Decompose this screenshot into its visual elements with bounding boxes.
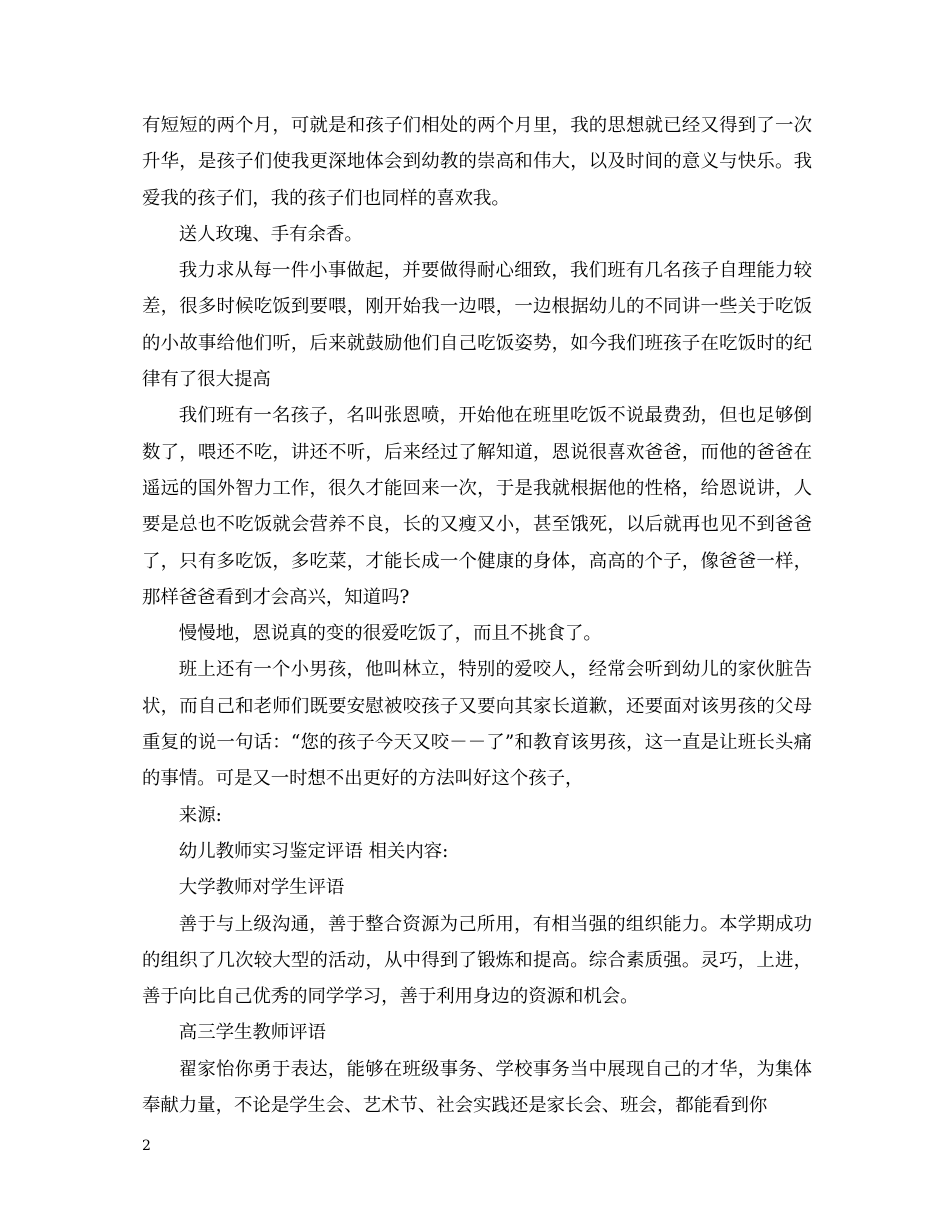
paragraph-senior-comment: 翟家怡你勇于表达，能够在班级事务、学校事务当中展现自己的才华，为集体奉献力量，不论是学生会、艺术节、社会实践还是家长会、班会，都能看到你 — [142, 1058, 812, 1117]
paragraph-biting-boy: 班上还有一个小男孩，他叫林立，特别的爱咬人，经常会听到幼儿的家伙脏告状，而自己和老师们既要安慰被咬孩子又要向其家长道歉，还要面对该男孩的父母重复的说一句话：“您的孩子今天又咬－－了”和教育该男孩，这一直是让班长头痛的事情。可是又一时想不出更好的方法叫好这个孩子， — [142, 659, 812, 790]
paragraph-feeding: 我力求从每一件小事做起，并要做得耐心细致，我们班有几名孩子自理能力较差，很多时候吃饭到要喂，刚开始我一边喂，一边根据幼儿的不同讲一些关于吃饭的小故事给他们听，后来就鼓励他们自己吃饭姿势，如今我们班孩子在吃饭时的纪律有了很大提高 — [142, 260, 812, 391]
paragraph-university-comment: 善于与上级沟通，善于整合资源为己所用，有相当强的组织能力。本学期成功的组织了几次较大型的活动，从中得到了锻炼和提高。综合素质强。灵巧，上进，善于向比自己优秀的同学学习，善于利用身边的资源和机会。 — [142, 913, 812, 1008]
document-body — [142, 108, 812, 1124]
heading-university-comments: 大学教师对学生评语 — [178, 877, 345, 899]
paragraph-child-story: 我们班有一名孩子，名叫张恩喷，开始他在班里吃饭不说最费劲，但也足够倒数了，喂还不吃，讲还不听，后来经过了解知道，恩说很喜欢爸爸，而他的爸爸在遥远的国外智力工作，很久才能回来一次，于是我就根据他的性格，给恩说讲，人要是总也不吃饭就会营养不良，长的又瘦又小，甚至饿死，以后就再也见不到爸爸了，只有多吃饭，多吃菜，才能长成一个健康的身体，高高的个子，像爸爸一样，那样爸爸看到才会高兴，知道吗? — [142, 405, 812, 608]
paragraph-source: 来源: — [178, 804, 222, 826]
paragraph-roses: 送人玫瑰、手有余香。 — [178, 223, 363, 245]
paragraph-eating-better: 慢慢地，恩说真的变的很爱吃饭了，而且不挑食了。 — [178, 623, 602, 645]
paragraph-continuation: 有短短的两个月，可就是和孩子们相处的两个月里，我的思想就已经又得到了一次升华，是孩子们使我更深地体会到幼教的崇高和伟大，以及时间的意义与快乐。我爱我的孩子们，我的孩子们也同样的喜欢我。 — [142, 115, 812, 209]
paragraph-related-content: 幼儿教师实习鉴定评语 相关内容: — [178, 840, 449, 862]
page-number: 2 — [142, 1138, 151, 1154]
heading-senior-comments: 高三学生教师评语 — [178, 1022, 326, 1044]
